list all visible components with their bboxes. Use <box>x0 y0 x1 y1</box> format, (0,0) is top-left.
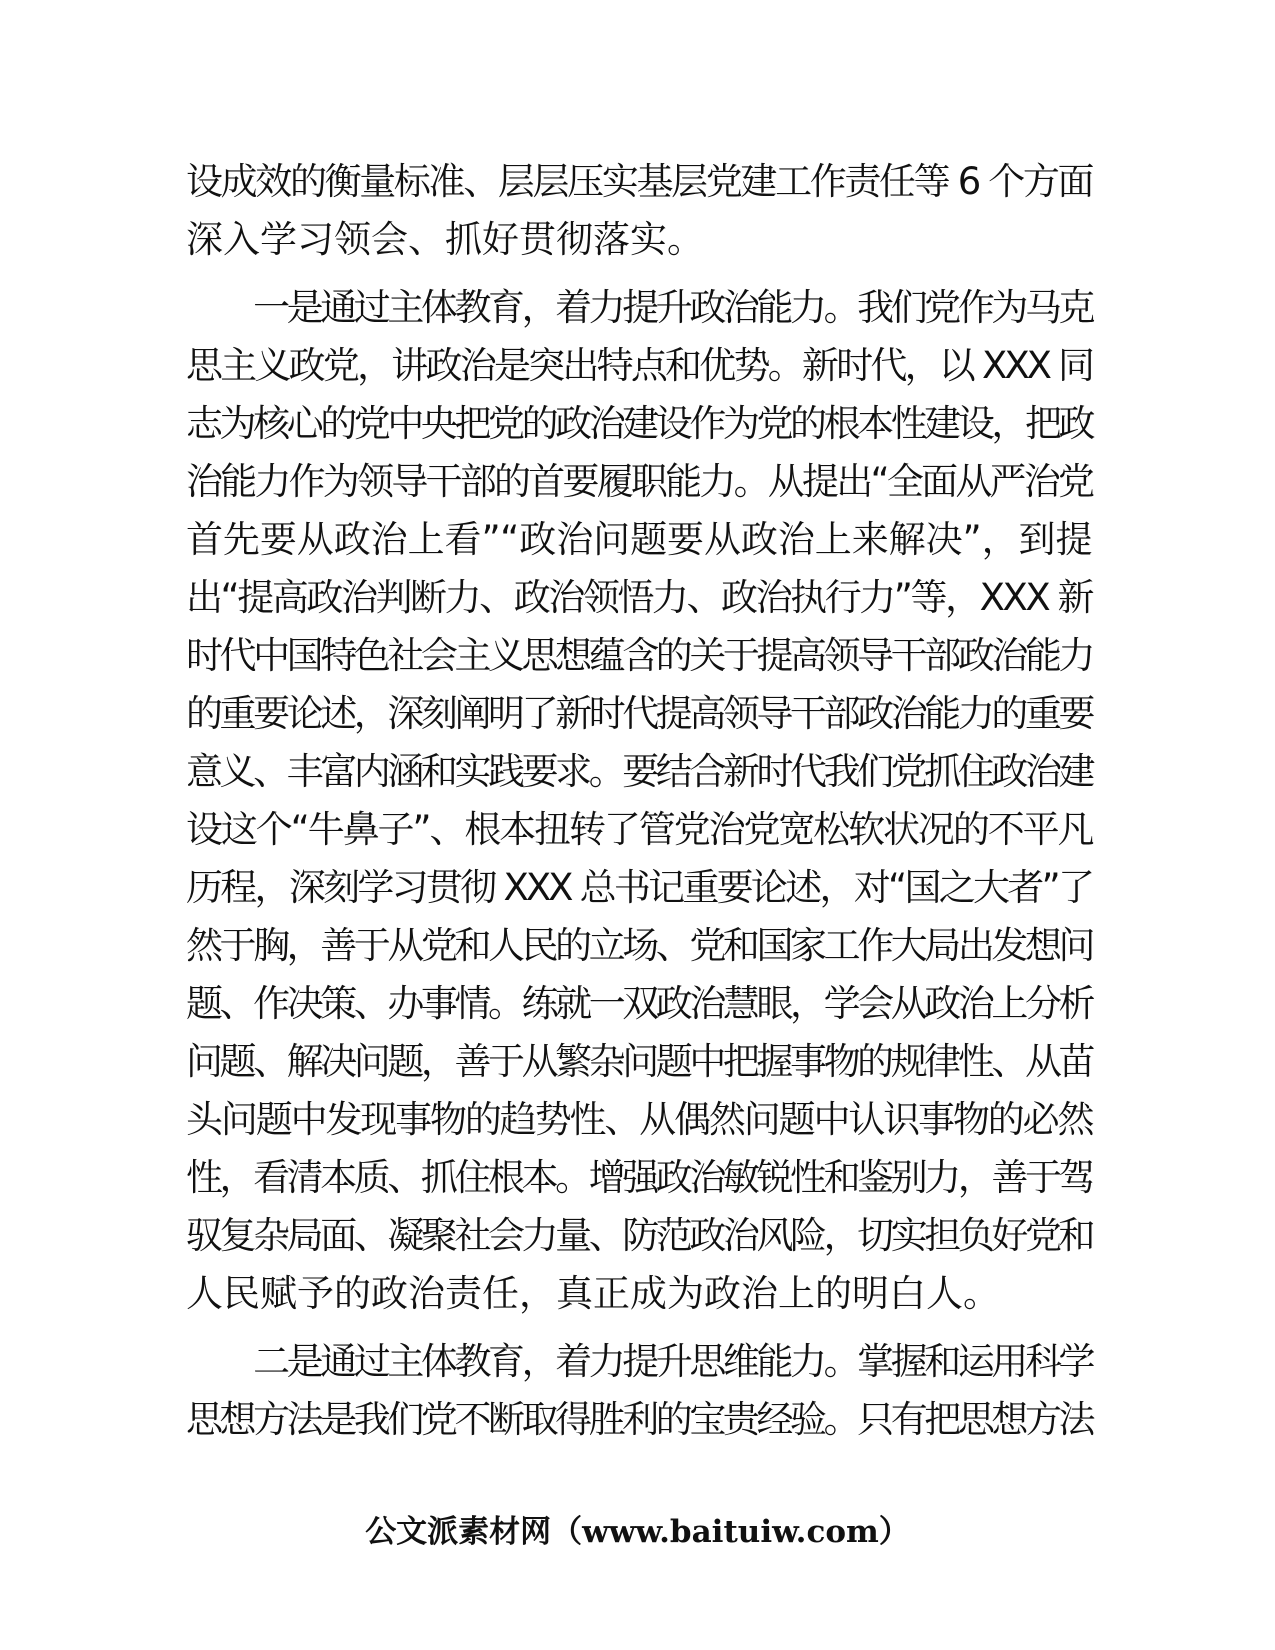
text-line: 深入学习领会、抓好贯彻落实。 <box>186 218 704 261</box>
text-line: 二是通过主体教育，着力提升思维能力。掌握和运用科学 <box>186 1340 1092 1383</box>
text-line: 设这个“牛鼻子”、根本扭转了管党治党宽松软状况的不平凡 <box>186 808 1092 851</box>
text-line: 驭复杂局面、凝聚社会力量、防范政治风险，切实担负好党和 <box>186 1214 1092 1257</box>
text-line: 思主义政党，讲政治是突出特点和优势。新时代，以 XXX 同 <box>186 344 1093 387</box>
footer-watermark: 公文派素材网（www.baituiw.com） <box>365 1514 910 1550</box>
text-line: 设成效的衡量标准、层层压实基层党建工作责任等 6 个方面 <box>186 160 1092 203</box>
text-line: 意义、丰富内涵和实践要求。要结合新时代我们党抓住政治建 <box>186 750 1092 793</box>
paragraph <box>186 279 1092 1323</box>
text-line: 志为核心的党中央把党的政治建设作为党的根本性建设，把政 <box>186 402 1092 445</box>
text-line: 首先要从政治上看”“政治问题要从政治上来解决”，到提 <box>186 518 1092 561</box>
text-line: 题、作决策、办事情。练就一双政治慧眼，学会从政治上分析 <box>186 982 1092 1025</box>
text-line: 然于胸，善于从党和人民的立场、党和国家工作大局出发想问 <box>186 924 1092 967</box>
text-line: 历程，深刻学习贯彻 XXX 总书记重要论述，对“国之大者”了 <box>186 866 1092 909</box>
text-line: 人民赋予的政治责任，真正成为政治上的明白人。 <box>186 1272 1000 1315</box>
text-line: 思想方法是我们党不断取得胜利的宝贵经验。只有把思想方法 <box>186 1398 1092 1441</box>
text-line: 治能力作为领导干部的首要履职能力。从提出“全面从严治党 <box>186 460 1092 503</box>
paragraph <box>186 1333 1092 1449</box>
text-line: 问题、解决问题，善于从繁杂问题中把握事物的规律性、从苗 <box>186 1040 1092 1083</box>
text-line: 的重要论述，深刻阐明了新时代提高领导干部政治能力的重要 <box>186 692 1092 735</box>
text-line: 时代中国特色社会主义思想蕴含的关于提高领导干部政治能力 <box>186 634 1092 677</box>
text-line: 出“提高政治判断力、政治领悟力、政治执行力”等，XXX 新 <box>186 576 1092 619</box>
text-line: 头问题中发现事物的趋势性、从偶然问题中认识事物的必然 <box>186 1098 1092 1141</box>
text-line: 性，看清本质、抓住根本。增强政治敏锐性和鉴别力，善于驾 <box>186 1156 1092 1199</box>
document-body <box>186 153 1092 1449</box>
text-line: 一是通过主体教育，着力提升政治能力。我们党作为马克 <box>186 286 1092 329</box>
paragraph <box>186 153 1092 269</box>
